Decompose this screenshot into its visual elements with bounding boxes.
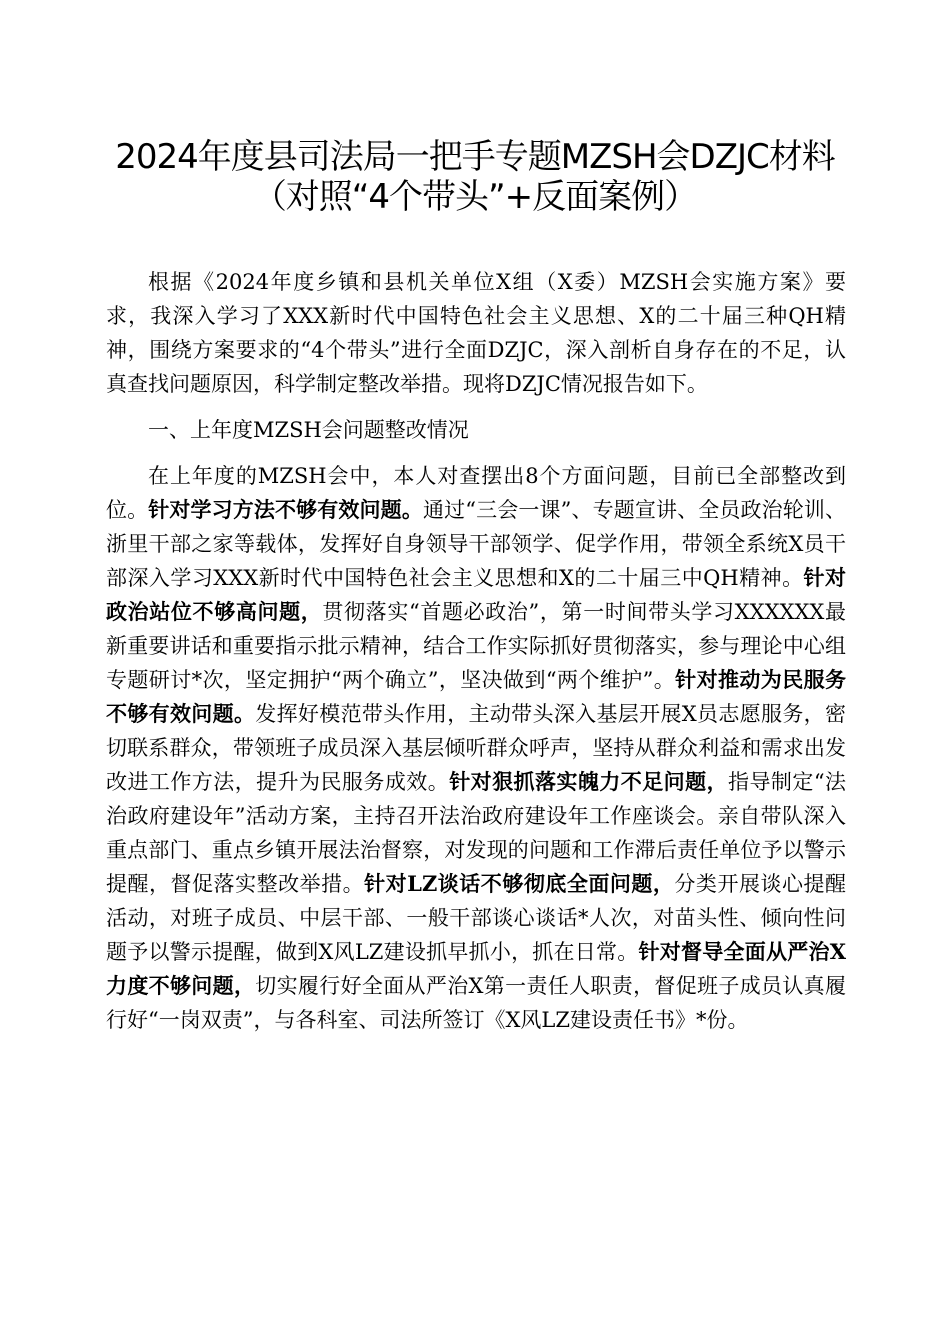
document-body [106, 265, 846, 1049]
intro-paragraph: 根据《2024年度乡镇和县机关单位X组（X委）MZSH会实施方案》要求，我深入学习了XXX新时代中国特色社会主义思想、X的二十届三种QH精神，围绕方案要求的“4个带头”进行全面DZJC，深入剖析自身存在的不足，认真查找问题原因，科学制定整改举措。现将DZJC情况报告如下。 [106, 270, 846, 396]
issue-heading: 针对LZ谈话不够彻底全面问题， [364, 871, 675, 896]
paragraph-text: 在上年度的MZSH会中，本人对查摆出8个方面问题，目前已全部整改到位。 [106, 464, 846, 522]
paragraph-text: 指导制定“法治政府建设年”活动方案，主持召开法治政府建设年工作座谈会。亲自带队深入重点部门、重点乡镇开展法治督察，对发现的问题和工作滞后责任单位予以警示提醒，督促落实整改举措。 [106, 770, 847, 896]
paragraph-text: 分类开展谈心提醒活动，对班子成员、中层干部、一般干部谈心谈话*人次，对苗头性、倾向性问题予以警示提醒，做到X风LZ建设抓早抓小，抓在日常。 [106, 872, 847, 964]
document-title: 2024年度县司法局一把手专题MZSH会DZJC材料 [115, 137, 835, 177]
section-paragraph [106, 459, 846, 1037]
paragraph-text: 通过“三会一课”、专题宣讲、全员政治轮训、浙里干部之家等载体，发挥好自身领导干部领学、促学作用，带领全系统X员干部深入学习XXX新时代中国特色社会主义思想和X的二十届三中QH精神。 [106, 498, 847, 590]
issue-heading: 针对推动为民服务不够有效问题。 [106, 667, 847, 726]
issue-heading: 针对狠抓落实魄力不足问题， [449, 769, 729, 794]
paragraph-text: 贯彻落实“首题必政治”，第一时间带头学习XXXXXX最新重要讲话和重要指示批示精神，结合工作实际抓好贯彻落实，参与理论中心组专题研讨*次，坚定拥护“两个确立”，坚决做到“两个维护”。 [106, 600, 847, 692]
issue-heading: 针对学习方法不够有效问题。 [148, 497, 423, 522]
paragraph-text: 切实履行好全面从严治X第一责任人职责，督促班子成员认真履行好“一岗双责”，与各科室、司法所签订《X风LZ建设责任书》*份。 [106, 974, 847, 1032]
section-heading: 一、上年度MZSH会问题整改情况 [148, 418, 469, 442]
document-subtitle: （对照“4个带头”+反面案例） [252, 177, 698, 217]
issue-heading: 针对督导全面从严治X力度不够问题， [106, 939, 846, 998]
issue-heading: 针对政治站位不够高问题， [106, 565, 847, 624]
paragraph-text: 发挥好模范带头作用，主动带头深入基层开展X员志愿服务，密切联系群众，带领班子成员深入基层倾听群众呼声，坚持从群众利益和需求出发改进工作方法，提升为民服务成效。 [106, 702, 847, 794]
